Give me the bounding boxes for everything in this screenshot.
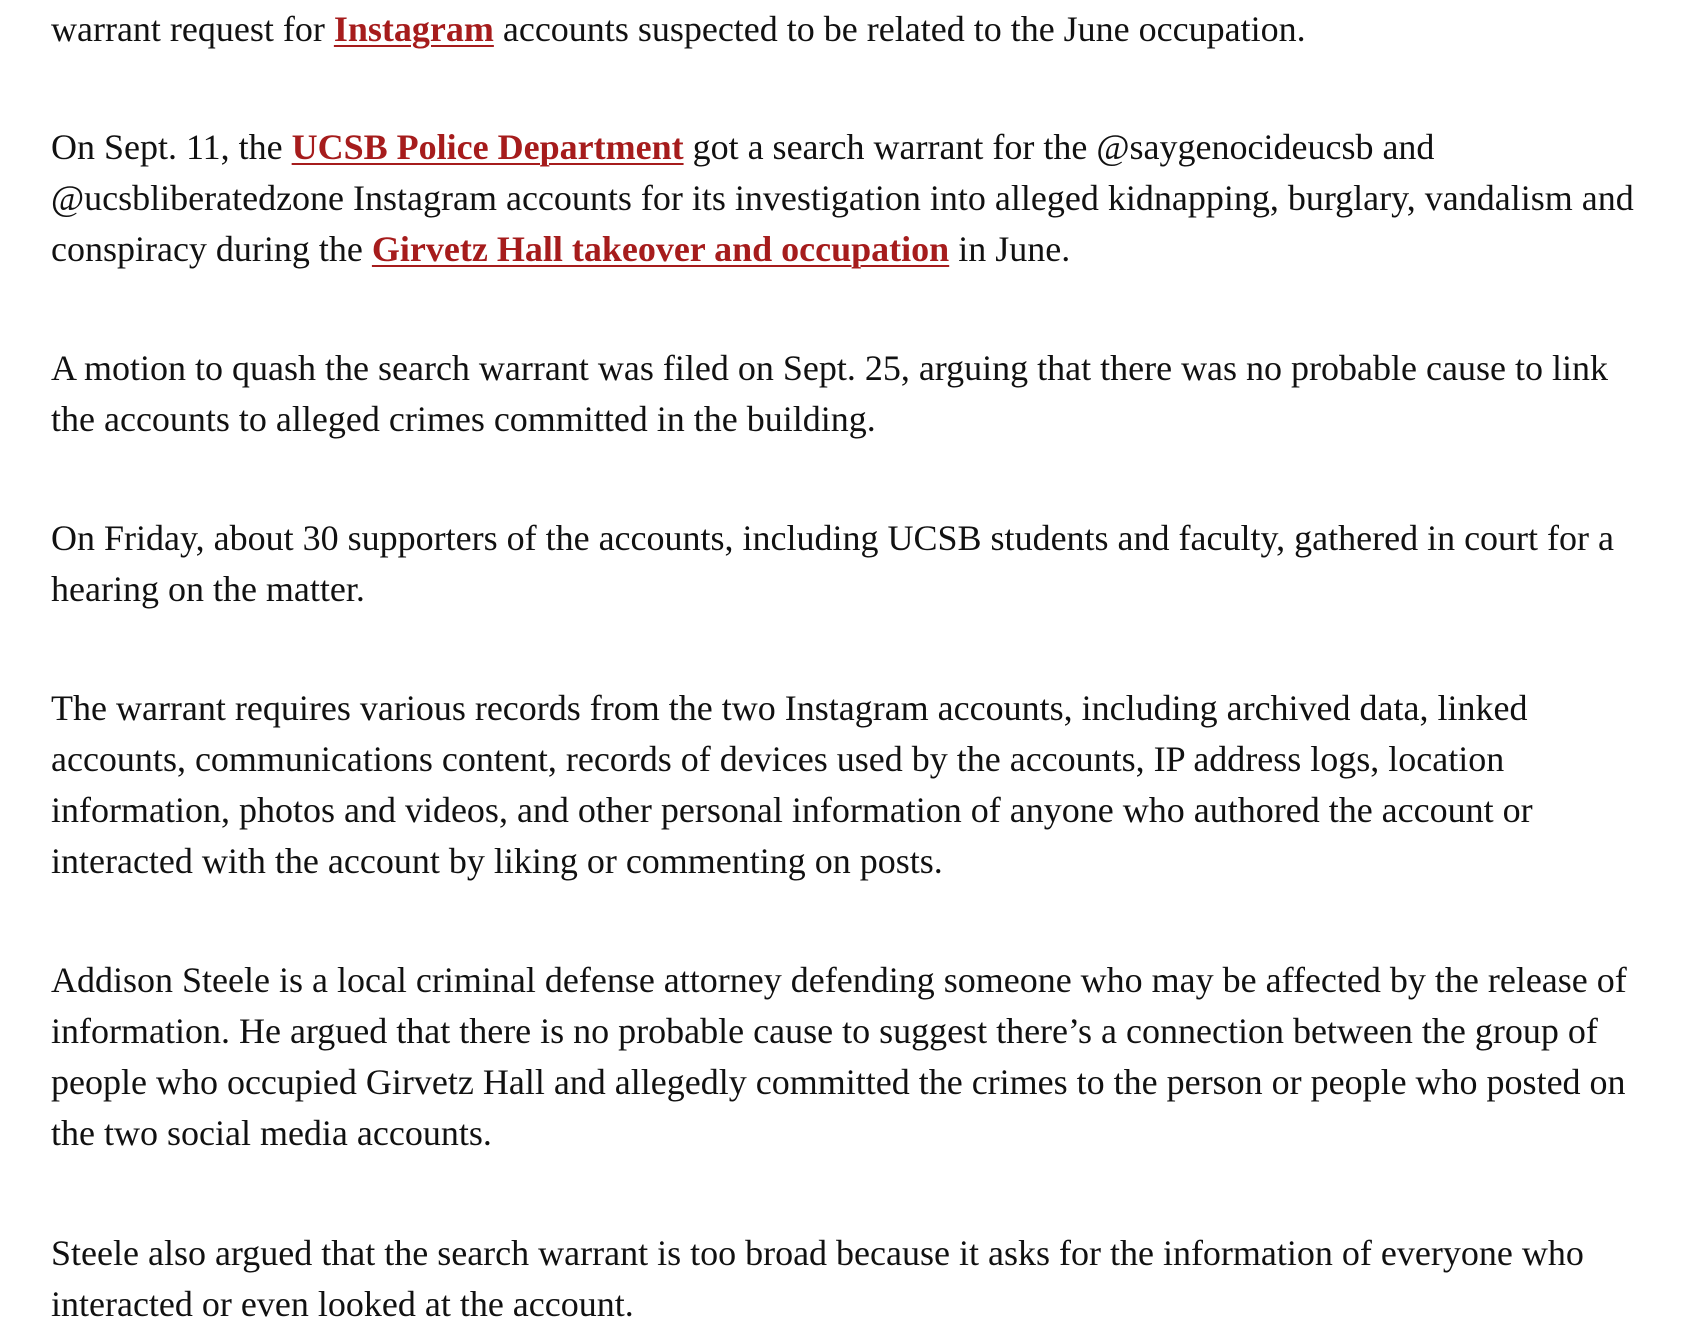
text-line xyxy=(51,122,1634,173)
text-line: The warrant requires various records from the two Instagram accounts, including archived data, linked xyxy=(51,688,1528,728)
paragraph-steele-argument xyxy=(51,955,1627,1159)
text-line: the two social media accounts. xyxy=(51,1113,492,1153)
text-line: Steele also argued that the search warrant is too broad because it asks for the information of everyone who xyxy=(51,1233,1584,1273)
paragraph-search-warrant xyxy=(51,122,1634,275)
paragraph-warrant-records xyxy=(51,683,1533,887)
text-line: Addison Steele is a local criminal defense attorney defending someone who may be affected by the release of xyxy=(51,960,1627,1000)
text-line xyxy=(51,224,1634,275)
text-segment: conspiracy during the xyxy=(51,229,372,269)
text-line: interacted with the account by liking or commenting on posts. xyxy=(51,841,943,881)
text-line: hearing on the matter. xyxy=(51,569,365,609)
text-segment: warrant request for xyxy=(51,9,334,49)
text-line xyxy=(51,4,1306,55)
paragraph-instagram-warrant xyxy=(51,4,1306,55)
text-line: A motion to quash the search warrant was filed on Sept. 25, arguing that there was no probable cause to link xyxy=(51,348,1608,388)
text-line: @ucsbliberatedzone Instagram accounts for its investigation into alleged kidnapping, burglary, vandalism and xyxy=(51,178,1634,218)
text-segment: in June. xyxy=(949,229,1071,269)
text-line: interacted or even looked at the account. xyxy=(51,1284,634,1324)
paragraph-warrant-too-broad xyxy=(51,1228,1584,1330)
text-segment: accounts suspected to be related to the June occupation. xyxy=(493,9,1306,49)
instagram-link[interactable]: Instagram xyxy=(333,9,494,49)
text-segment: On Sept. 11, the xyxy=(51,127,292,167)
text-line: information. He argued that there is no probable cause to suggest there’s a connection between the group of xyxy=(51,1011,1598,1051)
text-line: the accounts to alleged crimes committed in the building. xyxy=(51,399,876,439)
text-line: accounts, communications content, records of devices used by the accounts, IP address logs, location xyxy=(51,739,1505,779)
text-segment: got a search warrant for the @saygenocideucsb and xyxy=(683,127,1435,167)
text-line: information, photos and videos, and other personal information of anyone who authored the account or xyxy=(51,790,1533,830)
text-line: people who occupied Girvetz Hall and allegedly committed the crimes to the person or people who posted on xyxy=(51,1062,1626,1102)
ucsb-police-department-link[interactable]: UCSB Police Department xyxy=(291,127,684,167)
girvetz-hall-occupation-link[interactable]: Girvetz Hall takeover and occupation xyxy=(371,229,950,269)
paragraph-motion-to-quash xyxy=(51,343,1608,445)
paragraph-court-hearing xyxy=(51,513,1614,615)
text-line: On Friday, about 30 supporters of the accounts, including UCSB students and faculty, gathered in court for a xyxy=(51,518,1614,558)
